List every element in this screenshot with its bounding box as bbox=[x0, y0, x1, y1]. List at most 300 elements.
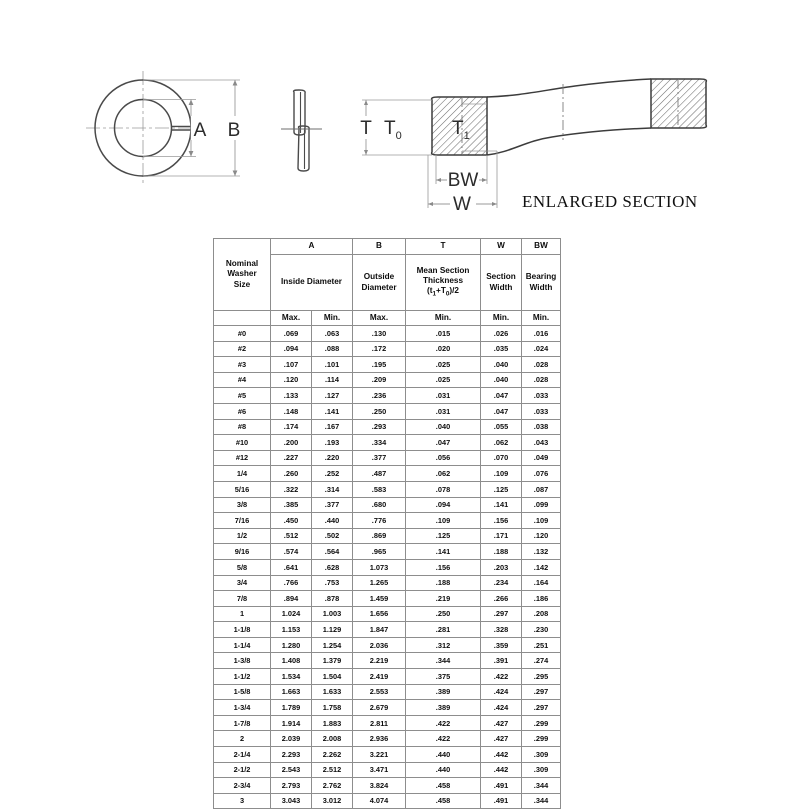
cell-b-max: .334 bbox=[353, 435, 406, 451]
cell-a-min: .753 bbox=[312, 575, 353, 591]
table-row bbox=[214, 326, 561, 342]
cell-w-min: .040 bbox=[481, 357, 522, 373]
dim-b-arrow-top bbox=[233, 80, 238, 86]
cell-bw-min: .344 bbox=[522, 793, 561, 809]
header-symbol-bw: BW bbox=[522, 239, 561, 255]
dim-t0-base: T bbox=[384, 118, 396, 139]
cell-w-min: .359 bbox=[481, 637, 522, 653]
header-section-line2: Width bbox=[489, 282, 513, 292]
section-right-block bbox=[651, 79, 706, 128]
cell-b-max: .965 bbox=[353, 544, 406, 560]
table-row bbox=[214, 559, 561, 575]
table-row bbox=[214, 715, 561, 731]
cell-a-min: .127 bbox=[312, 388, 353, 404]
cell-bw-min: .033 bbox=[522, 403, 561, 419]
cell-bw-min: .099 bbox=[522, 497, 561, 513]
table-row bbox=[214, 700, 561, 716]
cell-b-max: 1.847 bbox=[353, 622, 406, 638]
cell-a-min: 2.762 bbox=[312, 778, 353, 794]
cell-nominal-size: #4 bbox=[214, 372, 271, 388]
cell-nominal-size: 1-7/8 bbox=[214, 715, 271, 731]
cell-b-max: .172 bbox=[353, 341, 406, 357]
cell-w-min: .424 bbox=[481, 684, 522, 700]
cell-a-max: .260 bbox=[271, 466, 312, 482]
cell-b-max: .776 bbox=[353, 513, 406, 529]
cell-b-max: .236 bbox=[353, 388, 406, 404]
header-symbol-b: B bbox=[353, 239, 406, 255]
cell-b-max: 2.553 bbox=[353, 684, 406, 700]
dim-a-arrow-top bbox=[189, 100, 194, 106]
table-row bbox=[214, 403, 561, 419]
cell-t-min: .188 bbox=[406, 575, 481, 591]
cell-a-min: 1.504 bbox=[312, 669, 353, 685]
cell-a-min: .220 bbox=[312, 450, 353, 466]
cell-nominal-size: 3 bbox=[214, 793, 271, 809]
table-row bbox=[214, 793, 561, 809]
cell-b-max: 3.471 bbox=[353, 762, 406, 778]
cell-t-min: .281 bbox=[406, 622, 481, 638]
cell-t-min: .440 bbox=[406, 762, 481, 778]
cell-a-max: .574 bbox=[271, 544, 312, 560]
cell-w-min: .171 bbox=[481, 528, 522, 544]
cell-b-max: 2.679 bbox=[353, 700, 406, 716]
cell-nominal-size: #3 bbox=[214, 357, 271, 373]
cell-w-min: .062 bbox=[481, 435, 522, 451]
header-minmax-blank bbox=[214, 311, 271, 326]
cell-a-min: 3.012 bbox=[312, 793, 353, 809]
cell-a-max: 1.024 bbox=[271, 606, 312, 622]
cell-t-min: .125 bbox=[406, 528, 481, 544]
cell-a-max: 1.408 bbox=[271, 653, 312, 669]
cell-a-max: 1.789 bbox=[271, 700, 312, 716]
cell-w-min: .070 bbox=[481, 450, 522, 466]
cell-a-min: .141 bbox=[312, 403, 353, 419]
cell-nominal-size: 2 bbox=[214, 731, 271, 747]
dim-t1-subscript: 1 bbox=[463, 130, 470, 142]
cell-t-min: .047 bbox=[406, 435, 481, 451]
cell-a-max: .385 bbox=[271, 497, 312, 513]
table-row bbox=[214, 653, 561, 669]
cell-nominal-size: 7/16 bbox=[214, 513, 271, 529]
cell-b-max: .293 bbox=[353, 419, 406, 435]
cell-w-min: .047 bbox=[481, 403, 522, 419]
dim-bw-arrow-right bbox=[482, 178, 487, 182]
cell-w-min: .491 bbox=[481, 793, 522, 809]
table-row bbox=[214, 575, 561, 591]
cell-nominal-size: #10 bbox=[214, 435, 271, 451]
header-name-inside-diameter: Inside Diameter bbox=[271, 255, 353, 311]
cell-b-max: 2.811 bbox=[353, 715, 406, 731]
formula-suffix: )/2 bbox=[449, 286, 459, 296]
table-row bbox=[214, 591, 561, 607]
cell-t-min: .025 bbox=[406, 372, 481, 388]
cell-a-min: 1.254 bbox=[312, 637, 353, 653]
cell-a-max: .120 bbox=[271, 372, 312, 388]
cell-t-min: .389 bbox=[406, 700, 481, 716]
cell-nominal-size: #8 bbox=[214, 419, 271, 435]
cell-bw-min: .043 bbox=[522, 435, 561, 451]
dim-t1-base: T bbox=[452, 118, 464, 139]
table-row bbox=[214, 747, 561, 763]
cell-bw-min: .344 bbox=[522, 778, 561, 794]
cell-t-min: .440 bbox=[406, 747, 481, 763]
cell-t-min: .141 bbox=[406, 544, 481, 560]
cell-w-min: .141 bbox=[481, 497, 522, 513]
cell-a-min: 1.633 bbox=[312, 684, 353, 700]
dim-t-label: T bbox=[360, 118, 372, 139]
dim-a-arrow-bottom bbox=[189, 151, 194, 157]
table-row bbox=[214, 637, 561, 653]
cell-a-min: .252 bbox=[312, 466, 353, 482]
dim-bw-label: BW bbox=[447, 170, 479, 191]
cell-nominal-size: 3/4 bbox=[214, 575, 271, 591]
table-row bbox=[214, 372, 561, 388]
cell-b-max: 4.074 bbox=[353, 793, 406, 809]
cell-nominal-size: 2-1/2 bbox=[214, 762, 271, 778]
cell-b-max: .869 bbox=[353, 528, 406, 544]
cell-bw-min: .028 bbox=[522, 357, 561, 373]
table-row bbox=[214, 669, 561, 685]
cell-t-min: .312 bbox=[406, 637, 481, 653]
dim-b-label: B bbox=[227, 120, 241, 141]
table-row bbox=[214, 481, 561, 497]
formula-sub1: 1 bbox=[432, 291, 437, 299]
cell-b-max: .487 bbox=[353, 466, 406, 482]
cell-bw-min: .024 bbox=[522, 341, 561, 357]
cell-a-max: .174 bbox=[271, 419, 312, 435]
dim-w-arrow-left bbox=[428, 202, 433, 206]
cell-b-max: 1.459 bbox=[353, 591, 406, 607]
cell-nominal-size: 1/2 bbox=[214, 528, 271, 544]
header-section-line1: Section bbox=[486, 272, 516, 282]
cell-a-min: .564 bbox=[312, 544, 353, 560]
header-nominal-line1: Nominal bbox=[225, 259, 259, 269]
table-row bbox=[214, 357, 561, 373]
cell-w-min: .427 bbox=[481, 731, 522, 747]
cell-a-max: 2.039 bbox=[271, 731, 312, 747]
cell-bw-min: .049 bbox=[522, 450, 561, 466]
cell-w-min: .040 bbox=[481, 372, 522, 388]
cell-w-min: .203 bbox=[481, 559, 522, 575]
formula-sub2: 0 bbox=[445, 291, 450, 299]
cell-nominal-size: #12 bbox=[214, 450, 271, 466]
cell-w-min: .442 bbox=[481, 747, 522, 763]
cell-b-max: 1.656 bbox=[353, 606, 406, 622]
cell-nominal-size: 1-1/4 bbox=[214, 637, 271, 653]
table-row bbox=[214, 778, 561, 794]
header-name-section-width bbox=[481, 255, 522, 311]
cell-a-max: .200 bbox=[271, 435, 312, 451]
cell-a-max: 2.293 bbox=[271, 747, 312, 763]
cell-a-max: .322 bbox=[271, 481, 312, 497]
cell-nominal-size: #5 bbox=[214, 388, 271, 404]
cell-t-min: .422 bbox=[406, 715, 481, 731]
cell-bw-min: .309 bbox=[522, 747, 561, 763]
cell-bw-min: .208 bbox=[522, 606, 561, 622]
cell-bw-min: .274 bbox=[522, 653, 561, 669]
enlarged-section-caption: ENLARGED SECTION bbox=[522, 192, 698, 211]
cell-b-max: .195 bbox=[353, 357, 406, 373]
header-nominal-washer-size bbox=[214, 239, 271, 311]
header-t-min: Min. bbox=[406, 311, 481, 326]
header-name-outside-diameter bbox=[353, 255, 406, 311]
header-nominal-line2: Washer bbox=[227, 269, 257, 279]
cell-b-max: .130 bbox=[353, 326, 406, 342]
table-row bbox=[214, 513, 561, 529]
header-outside-line1: Outside bbox=[363, 272, 395, 282]
cell-b-max: .680 bbox=[353, 497, 406, 513]
header-name-bearing-width bbox=[522, 255, 561, 311]
formula-prefix: (t bbox=[427, 286, 433, 296]
cell-nominal-size: 1-3/8 bbox=[214, 653, 271, 669]
cell-a-min: 1.003 bbox=[312, 606, 353, 622]
header-name-mean-section-thickness bbox=[406, 255, 481, 311]
dim-t0-subscript: 0 bbox=[395, 130, 402, 142]
cell-nominal-size: 2-3/4 bbox=[214, 778, 271, 794]
cell-a-max: 1.280 bbox=[271, 637, 312, 653]
header-mean-line2: Thickness bbox=[422, 276, 464, 286]
cell-a-min: .502 bbox=[312, 528, 353, 544]
header-bw-min: Min. bbox=[522, 311, 561, 326]
cell-a-max: .133 bbox=[271, 388, 312, 404]
cell-a-max: 2.543 bbox=[271, 762, 312, 778]
cell-a-min: 2.512 bbox=[312, 762, 353, 778]
cell-a-min: .114 bbox=[312, 372, 353, 388]
cell-t-min: .422 bbox=[406, 731, 481, 747]
table-row bbox=[214, 341, 561, 357]
table-body bbox=[214, 326, 561, 809]
table-row bbox=[214, 528, 561, 544]
cell-nominal-size: 1-5/8 bbox=[214, 684, 271, 700]
cell-w-min: .055 bbox=[481, 419, 522, 435]
cell-nominal-size: 1-3/4 bbox=[214, 700, 271, 716]
cell-a-max: .766 bbox=[271, 575, 312, 591]
cell-a-min: 1.883 bbox=[312, 715, 353, 731]
header-b-max: Max. bbox=[353, 311, 406, 326]
cell-bw-min: .120 bbox=[522, 528, 561, 544]
cell-a-max: 1.914 bbox=[271, 715, 312, 731]
cell-a-min: 2.262 bbox=[312, 747, 353, 763]
cell-a-min: .167 bbox=[312, 419, 353, 435]
cell-t-min: .109 bbox=[406, 513, 481, 529]
cell-t-min: .250 bbox=[406, 606, 481, 622]
cell-w-min: .391 bbox=[481, 653, 522, 669]
cell-a-max: .094 bbox=[271, 341, 312, 357]
cell-b-max: 2.419 bbox=[353, 669, 406, 685]
table-row bbox=[214, 622, 561, 638]
cell-nominal-size: 5/8 bbox=[214, 559, 271, 575]
header-mean-formula bbox=[406, 286, 480, 299]
cell-nominal-size: 7/8 bbox=[214, 591, 271, 607]
cell-a-min: .377 bbox=[312, 497, 353, 513]
cell-b-max: 2.219 bbox=[353, 653, 406, 669]
section-body-top-edge bbox=[487, 79, 651, 97]
cell-t-min: .031 bbox=[406, 403, 481, 419]
cell-w-min: .266 bbox=[481, 591, 522, 607]
table-header bbox=[214, 239, 561, 326]
cell-t-min: .056 bbox=[406, 450, 481, 466]
cell-w-min: .427 bbox=[481, 715, 522, 731]
header-a-min: Min. bbox=[312, 311, 353, 326]
cell-a-max: .148 bbox=[271, 403, 312, 419]
cell-bw-min: .038 bbox=[522, 419, 561, 435]
cell-b-max: .377 bbox=[353, 450, 406, 466]
dim-t-arrow-top bbox=[364, 100, 368, 105]
cell-nominal-size: 9/16 bbox=[214, 544, 271, 560]
cell-a-min: 2.008 bbox=[312, 731, 353, 747]
cell-t-min: .015 bbox=[406, 326, 481, 342]
cell-a-max: 1.663 bbox=[271, 684, 312, 700]
cell-t-min: .156 bbox=[406, 559, 481, 575]
dim-a-label: A bbox=[193, 120, 207, 141]
cell-bw-min: .299 bbox=[522, 731, 561, 747]
cell-t-min: .094 bbox=[406, 497, 481, 513]
cell-t-min: .040 bbox=[406, 419, 481, 435]
cell-t-min: .344 bbox=[406, 653, 481, 669]
cell-b-max: .250 bbox=[353, 403, 406, 419]
cell-a-max: .894 bbox=[271, 591, 312, 607]
cell-a-min: .314 bbox=[312, 481, 353, 497]
cell-bw-min: .251 bbox=[522, 637, 561, 653]
cell-nominal-size: 5/16 bbox=[214, 481, 271, 497]
header-symbol-w: W bbox=[481, 239, 522, 255]
header-symbol-a: A bbox=[271, 239, 353, 255]
cell-a-min: .101 bbox=[312, 357, 353, 373]
table-row bbox=[214, 450, 561, 466]
cell-w-min: .035 bbox=[481, 341, 522, 357]
cell-a-max: .512 bbox=[271, 528, 312, 544]
washer-side-view bbox=[281, 90, 322, 171]
cell-a-min: .628 bbox=[312, 559, 353, 575]
table-header-row-symbols bbox=[214, 239, 561, 255]
cell-w-min: .234 bbox=[481, 575, 522, 591]
cell-nominal-size: 3/8 bbox=[214, 497, 271, 513]
cell-bw-min: .297 bbox=[522, 684, 561, 700]
cell-t-min: .458 bbox=[406, 778, 481, 794]
cell-a-max: .227 bbox=[271, 450, 312, 466]
dim-w-arrow-right bbox=[492, 202, 497, 206]
table-row bbox=[214, 684, 561, 700]
cell-bw-min: .028 bbox=[522, 372, 561, 388]
cell-bw-min: .295 bbox=[522, 669, 561, 685]
washer-spec-table bbox=[213, 238, 561, 809]
cell-t-min: .020 bbox=[406, 341, 481, 357]
cell-bw-min: .297 bbox=[522, 700, 561, 716]
cell-bw-min: .164 bbox=[522, 575, 561, 591]
cell-a-min: .088 bbox=[312, 341, 353, 357]
cell-a-max: .450 bbox=[271, 513, 312, 529]
cell-t-min: .375 bbox=[406, 669, 481, 685]
cell-nominal-size: #0 bbox=[214, 326, 271, 342]
cell-nominal-size: 1/4 bbox=[214, 466, 271, 482]
cell-a-max: 2.793 bbox=[271, 778, 312, 794]
cell-bw-min: .109 bbox=[522, 513, 561, 529]
table-row bbox=[214, 606, 561, 622]
cell-w-min: .125 bbox=[481, 481, 522, 497]
cell-b-max: 2.036 bbox=[353, 637, 406, 653]
cell-bw-min: .299 bbox=[522, 715, 561, 731]
cell-b-max: 1.073 bbox=[353, 559, 406, 575]
dim-w-label: W bbox=[453, 194, 471, 215]
cell-a-min: 1.379 bbox=[312, 653, 353, 669]
formula-mid: +T bbox=[436, 286, 446, 296]
cell-a-max: 1.534 bbox=[271, 669, 312, 685]
cell-t-min: .458 bbox=[406, 793, 481, 809]
cell-nominal-size: #6 bbox=[214, 403, 271, 419]
cell-w-min: .047 bbox=[481, 388, 522, 404]
cell-b-max: 2.936 bbox=[353, 731, 406, 747]
cell-t-min: .219 bbox=[406, 591, 481, 607]
header-w-min: Min. bbox=[481, 311, 522, 326]
cell-t-min: .062 bbox=[406, 466, 481, 482]
cell-a-max: 3.043 bbox=[271, 793, 312, 809]
cell-t-min: .025 bbox=[406, 357, 481, 373]
dim-bw-arrow-left bbox=[436, 178, 441, 182]
cell-w-min: .297 bbox=[481, 606, 522, 622]
cell-w-min: .188 bbox=[481, 544, 522, 560]
cell-nominal-size: 1-1/2 bbox=[214, 669, 271, 685]
section-body-bottom-edge bbox=[487, 128, 651, 155]
cell-a-min: 1.129 bbox=[312, 622, 353, 638]
cell-w-min: .422 bbox=[481, 669, 522, 685]
cell-a-max: .069 bbox=[271, 326, 312, 342]
cell-bw-min: .016 bbox=[522, 326, 561, 342]
cell-b-max: 1.265 bbox=[353, 575, 406, 591]
cell-a-max: .107 bbox=[271, 357, 312, 373]
cell-nominal-size: 1-1/8 bbox=[214, 622, 271, 638]
cell-w-min: .424 bbox=[481, 700, 522, 716]
header-bearing-line1: Bearing bbox=[525, 272, 557, 282]
cell-w-min: .026 bbox=[481, 326, 522, 342]
cell-bw-min: .076 bbox=[522, 466, 561, 482]
cell-a-min: .193 bbox=[312, 435, 353, 451]
cell-b-max: 3.221 bbox=[353, 747, 406, 763]
cell-a-min: .063 bbox=[312, 326, 353, 342]
header-a-max: Max. bbox=[271, 311, 312, 326]
cell-w-min: .442 bbox=[481, 762, 522, 778]
cell-a-min: 1.758 bbox=[312, 700, 353, 716]
cell-a-max: 1.153 bbox=[271, 622, 312, 638]
cell-bw-min: .142 bbox=[522, 559, 561, 575]
dim-t-arrow-bottom bbox=[364, 150, 368, 155]
cell-w-min: .491 bbox=[481, 778, 522, 794]
table-row bbox=[214, 419, 561, 435]
header-symbol-t: T bbox=[406, 239, 481, 255]
table-row bbox=[214, 388, 561, 404]
cell-bw-min: .309 bbox=[522, 762, 561, 778]
cell-b-max: .209 bbox=[353, 372, 406, 388]
cell-t-min: .031 bbox=[406, 388, 481, 404]
washer-spec-table-container bbox=[213, 238, 561, 809]
cell-bw-min: .132 bbox=[522, 544, 561, 560]
cell-a-min: .440 bbox=[312, 513, 353, 529]
table-row bbox=[214, 497, 561, 513]
side-view-lower-body bbox=[298, 126, 309, 171]
cell-a-max: .641 bbox=[271, 559, 312, 575]
table-row bbox=[214, 544, 561, 560]
washer-top-view bbox=[86, 71, 243, 186]
cell-nominal-size: 2-1/4 bbox=[214, 747, 271, 763]
cell-w-min: .156 bbox=[481, 513, 522, 529]
header-mean-line1: Mean Section bbox=[416, 265, 470, 275]
cell-a-min: .878 bbox=[312, 591, 353, 607]
table-row bbox=[214, 466, 561, 482]
cell-b-max: .583 bbox=[353, 481, 406, 497]
cell-nominal-size: #2 bbox=[214, 341, 271, 357]
cell-b-max: 3.824 bbox=[353, 778, 406, 794]
table-row bbox=[214, 435, 561, 451]
cell-t-min: .389 bbox=[406, 684, 481, 700]
